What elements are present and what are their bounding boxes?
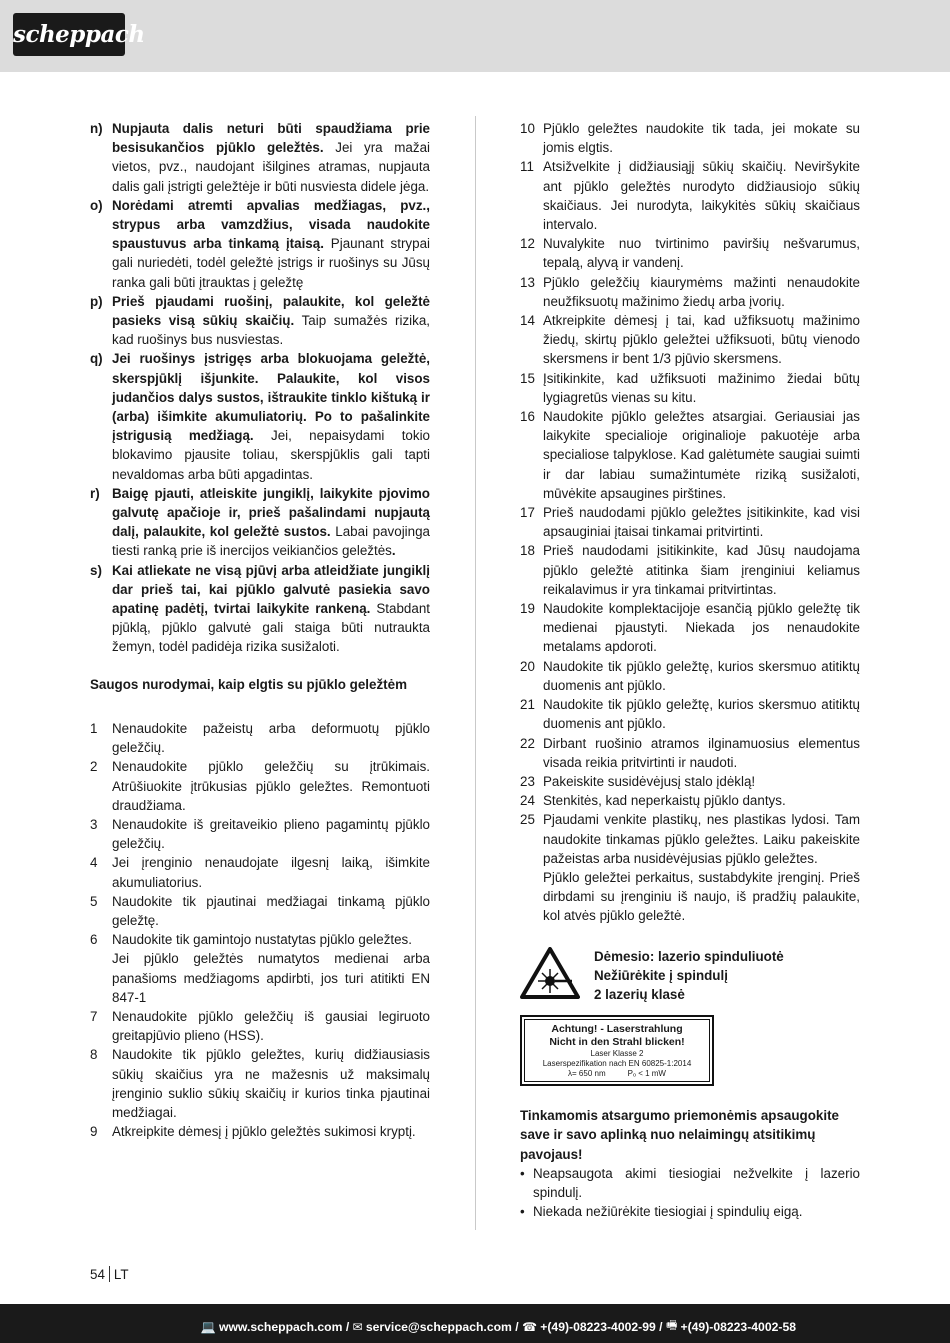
page-language: LT	[113, 1266, 129, 1282]
numbered-item	[520, 791, 860, 810]
item-normal-text: Stabdant pjūklą, pjūklo galvutė gali staiga būti nutraukta žemyn, todėl padidėja rizika susižaloti.	[112, 601, 430, 655]
numbered-item	[520, 695, 860, 733]
item-main-text: Naudokite tik pjūklo geležtę, kurios skersmuo atitiktų duomenis ant pjūklo.	[543, 697, 860, 732]
label-power: Pₒ < 1 mW	[627, 1069, 666, 1079]
numbered-item	[90, 815, 430, 853]
numbered-item	[90, 930, 430, 1007]
item-text	[112, 1122, 430, 1141]
footer-email[interactable]: service@scheppach.com	[365, 1319, 512, 1334]
item-main-text: Stenkitės, kad neperkaistų pjūklo dantys.	[543, 793, 786, 809]
item-number: 12	[520, 236, 535, 252]
item-label: p)	[90, 293, 103, 309]
item-main-text: Naudokite tik pjūklo geležtę, kurios skersmuo atitiktų duomenis ant pjūklo.	[543, 658, 860, 693]
item-number: 24	[520, 793, 535, 809]
item-normal-text: Jei yra mažai vietos, pvz., naudojant išilgines atramas, nupjauta dalis gali įstrigti geležtėje ir būti nusviesta didele jėga.	[112, 140, 430, 194]
item-text	[112, 892, 430, 930]
item-text	[543, 541, 860, 599]
item-number: 16	[520, 409, 535, 425]
numbered-item	[520, 311, 860, 369]
item-text	[112, 1007, 430, 1045]
item-number: 23	[520, 773, 535, 789]
item-text	[543, 311, 860, 369]
item-label: q)	[90, 351, 103, 367]
item-text	[112, 815, 430, 853]
footer-web[interactable]: www.scheppach.com	[218, 1319, 343, 1334]
item-text	[112, 292, 430, 350]
item-text	[543, 734, 860, 772]
item-text	[543, 810, 860, 925]
email-icon: ✉	[352, 1319, 363, 1334]
item-number: 1	[90, 720, 98, 736]
lettered-item	[90, 561, 430, 657]
item-main-text: Jei įrenginio nenaudojate ilgesnį laiką, išimkite akumuliatorius.	[112, 855, 430, 890]
page-number-value: 54	[90, 1266, 105, 1282]
warning-line-3: 2 lazerių klasė	[594, 986, 685, 1002]
item-text	[112, 719, 430, 757]
safety-notice: Tinkamomis atsargumo priemonėmis apsaugokite save ir savo aplinką nuo nelaimingų atsitikimų pavojaus!	[520, 1108, 839, 1162]
item-bold-text: Jei ruošinys įstrigęs arba blokuojama geležtė, skerspjūklį išjunkite. Palaukite, kol visos judančios dalys sustos, ištraukite tinklo kištuką ir (arba) išimkite akumuliatorių. Po to pašalinkite įstrigusią medžiagą.	[112, 351, 430, 444]
bullet-item	[520, 1164, 860, 1202]
bullet-dot: •	[520, 1165, 525, 1181]
bullet-list	[520, 1164, 860, 1222]
item-label: n)	[90, 121, 103, 136]
item-number: 17	[520, 505, 535, 521]
label-line-2: Nicht in den Strahl blicken!	[549, 1036, 685, 1049]
item-number: 2	[90, 759, 98, 775]
item-normal-text: Taip sumažės rizika, kad ruošinys bus nusviestas.	[112, 313, 430, 348]
item-text	[543, 407, 860, 503]
item-number: 3	[90, 816, 98, 832]
item-main-text: Pjūklo geležtes naudokite tik tada, jei mokate su jomis elgtis.	[543, 121, 860, 156]
label-line-4: Laserspezifikation nach EN 60825-1:2014	[542, 1059, 692, 1069]
item-main-text: Atkreipkite dėmesį į tai, kad užfiksuotų mažinimo žiedų, skirtų pjūklo geležtei užfiksuoti, būtų vienodo skersmens ir bent 1/3 pjūvio skersmens.	[543, 313, 860, 367]
item-main-text: Naudokite tik pjautinai medžiagai tinkamą pjūklo geležtę.	[112, 893, 430, 928]
numbered-item	[520, 234, 860, 272]
numbered-item	[520, 157, 860, 234]
left-column	[90, 119, 430, 1141]
numbered-item	[520, 657, 860, 695]
item-tail: .	[391, 543, 396, 559]
item-text	[112, 119, 430, 196]
item-bold-text: Prieš pjaudami ruošinį, palaukite, kol geležtė pasieks visą sūkių skaičių.	[112, 293, 430, 329]
item-main-text: Nenaudokite pjūklo geležčių su įtrūkimais. Atrūšiuokite įtrūkusias pjūklo geležtes. Remontuoti draudžiama.	[112, 759, 430, 813]
item-main-text: Prieš naudodami įsitikinkite, kad Jūsų naudojama pjūklo geležtė atitinka šiam įrenginiui keliamus reikalavimus ir yra tinkamai pritvirtintas.	[543, 543, 860, 597]
item-number: 5	[90, 893, 98, 909]
numbered-item	[520, 503, 860, 541]
label-line-1: Achtung! - Laserstrahlung	[551, 1023, 683, 1036]
lettered-item	[90, 349, 430, 483]
item-number: 10	[520, 121, 535, 136]
numbered-item	[90, 1045, 430, 1122]
numbered-item	[520, 599, 860, 657]
item-main-text: Pjaudami venkite plastikų, nes plastikas lydosi. Tam naudokite tinkamas pjūklo geležtes. Laiku pakeiskite pažeistas arba nusidėvėjusias pjūklo geležtes.	[543, 812, 860, 866]
bullet-text: Niekada nežiūrėkite tiesiogiai į spindulių eigą.	[533, 1204, 803, 1220]
numbered-item	[520, 541, 860, 599]
item-bold-text: Baigę pjauti, atleiskite jungiklį, laikykite pjovimo galvutę apačioje ir, prieš pašalindami nupjautą dalį, palaukite, kol geležtė sustos.	[112, 485, 430, 540]
item-text	[543, 157, 860, 234]
item-number: 13	[520, 274, 535, 290]
numbered-item	[520, 772, 860, 791]
item-text	[112, 853, 430, 891]
item-normal-text: Pjaunant strypai gali nuriedėti, todėl geležtė įstrigs ir ruošinys su Jūsų ranka gali būti įtrauktas į geležtę	[112, 236, 430, 290]
column-divider	[475, 116, 476, 1230]
item-number: 11	[520, 159, 534, 175]
fax-icon: 🖷	[665, 1318, 678, 1332]
item-text	[543, 119, 860, 157]
item-main-text: Dirbant ruošinio atramos ilginamuosius elementus visada reikia pritvirtinti ir naudoti.	[543, 735, 860, 770]
item-text	[543, 234, 860, 272]
item-extra-text: Pjūklo geležtei perkaitus, sustabdykite įrenginį. Prieš dirbdami su įrenginiu iš naujo, iš pradžių palaukite, kol atvės pjūklo geležtė.	[543, 869, 860, 924]
item-main-text: Pjūklo geležčių kiaurymėms mažinti nenaudokite neužfiksuotų mažinimo žiedų arba įvorių.	[543, 274, 860, 309]
item-main-text: Atsižvelkite į didžiausiąjį sūkių skaičių. Neviršykite ant pjūklo geležtės nurodyto didžiausiojo sūkių skaičiaus. Jei nurodyta, laikykitės sūkių skaičiaus intervalo.	[543, 159, 860, 233]
numbered-item	[520, 369, 860, 407]
label-wavelength: λ= 650 nm	[568, 1069, 606, 1079]
lettered-item	[90, 292, 430, 350]
footer-fax: +(49)-08223-4002-58	[680, 1319, 796, 1334]
numbered-item	[520, 273, 860, 311]
brand-logo: scheppach	[13, 13, 125, 56]
numbered-list-right	[520, 119, 860, 926]
item-text	[112, 561, 430, 657]
numbered-item	[520, 810, 860, 925]
item-main-text: Nenaudokite pjūklo geležčių iš gausiai legiruoto greitapjūvio plieno (HSS).	[112, 1008, 430, 1044]
item-number: 18	[520, 543, 535, 559]
item-normal-text: Labai pavojinga tiesti ranką prie iš inercijos veikiančios geležtės	[112, 524, 430, 559]
item-label: s)	[90, 562, 102, 578]
item-text	[112, 930, 430, 1007]
item-text	[543, 503, 860, 541]
item-text	[112, 484, 430, 561]
item-number: 8	[90, 1047, 98, 1063]
numbered-item	[520, 119, 860, 157]
item-main-text: Naudokite pjūklo geležtes atsargiai. Geriausiai jas laikykite specialioje originalioje pakuotėje arba specialiose talpyklose. Kad galėtumėte saugiai suimti ir dar labiau sumažintumėte riziką susižaloti, mūvėkite apsaugines pirštines.	[543, 409, 860, 501]
page-separator	[109, 1266, 110, 1282]
phone-icon: ☎	[522, 1319, 538, 1334]
laser-warning-text	[594, 947, 784, 1005]
item-main-text: Pakeiskite susidėvėjusį stalo įdėklą!	[543, 773, 756, 789]
laser-class-label	[520, 1015, 714, 1086]
item-text	[112, 196, 430, 292]
laser-warning-icon	[520, 947, 580, 999]
numbered-item	[520, 407, 860, 503]
numbered-item	[90, 1122, 430, 1141]
item-main-text: Įsitikinkite, kad užfiksuoti mažinimo žiedai būtų lygiagretūs vienas su kitu.	[543, 370, 860, 405]
item-number: 21	[520, 697, 535, 713]
numbered-item	[90, 757, 430, 815]
lettered-item	[90, 196, 430, 292]
item-text	[543, 599, 860, 657]
item-text	[543, 772, 860, 791]
item-main-text: Atkreipkite dėmesį į pjūklo geležtės sukimosi kryptį.	[112, 1124, 416, 1140]
item-text	[112, 757, 430, 815]
right-column	[520, 119, 860, 1221]
item-text	[543, 273, 860, 311]
numbered-list-left	[90, 719, 430, 1141]
item-text	[543, 791, 860, 810]
item-number: 4	[90, 855, 98, 871]
section-title: Saugos nurodymai, kaip elgtis su pjūklo geležtėm	[90, 676, 407, 692]
item-main-text: Nenaudokite iš greitaveikio plieno pagamintų pjūklo geležčių.	[112, 816, 430, 852]
lettered-item	[90, 484, 430, 561]
numbered-item	[90, 719, 430, 757]
item-normal-text: Jei, nepaisydami tokio blokavimo pjausite toliau, skerspjūklis gali tapti nevaldomas arba būti apgadintas.	[112, 428, 431, 482]
numbered-item	[90, 853, 430, 891]
numbered-item	[90, 892, 430, 930]
item-number: 7	[90, 1008, 98, 1024]
item-main-text: Nuvalykite nuo tvirtinimo paviršių nešvarumus, tepalą, alyvą ir vandenį.	[543, 236, 860, 271]
bullet-text: Neapsaugota akimi tiesiogiai nežvelkite į lazerio spindulį.	[533, 1165, 860, 1200]
item-bold-text: Nupjauta dalis neturi būti spaudžiama prie besisukančios pjūklo geležtės.	[112, 121, 430, 156]
item-text	[543, 695, 860, 733]
item-text	[112, 1045, 430, 1122]
item-main-text: Naudokite tik pjūklo geležtes, kurių didžiausiasis sūkių skaičius yra ne mažesnis už maksimalų įrenginio suklio sūkių skaičių ir kurios tinka pjautinai medžiagai.	[112, 1047, 430, 1120]
item-number: 25	[520, 812, 535, 828]
item-number: 6	[90, 932, 98, 948]
warning-line-2: Nežiūrėkite į spindulį	[594, 967, 728, 983]
item-main-text: Naudokite komplektacijoje esančią pjūklo geležtę tik medienai pjaustyti. Niekada jos nenaudokite metalams apdoroti.	[543, 601, 860, 655]
item-bold-text: Norėdami atremti apvalias medžiagas, pvz., strypus arba vamzdžius, visada naudokite spaustuvus arba tinkamą įtaisą.	[112, 197, 430, 252]
bullet-item	[520, 1202, 860, 1221]
item-text	[543, 657, 860, 695]
label-line-3: Laser Klasse 2	[590, 1049, 644, 1059]
item-number: 15	[520, 370, 535, 386]
item-main-text: Prieš naudodami pjūklo geležtes įsitikinkite, kad visi apsauginiai įtaisai tinkamai pritvirtinti.	[543, 505, 860, 540]
item-label: o)	[90, 197, 103, 213]
item-main-text: Nenaudokite pažeistų arba deformuotų pjūklo geležčių.	[112, 720, 430, 756]
lettered-list	[90, 119, 430, 657]
item-text	[112, 349, 430, 483]
item-number: 19	[520, 601, 535, 617]
bullet-dot: •	[520, 1204, 525, 1220]
item-number: 9	[90, 1124, 98, 1140]
item-main-text: Naudokite tik gamintojo nustatytas pjūklo geležtes.	[112, 932, 412, 948]
item-number: 14	[520, 313, 535, 329]
item-text	[543, 369, 860, 407]
item-bold-text: Kai atliekate ne visą pjūvį arba atleidžiate jungiklį dar prieš tai, kai pjūklo galvutė pasiekia savo apatinę padėtį, tvirtai laikykite rankeną.	[112, 562, 430, 617]
item-label: r)	[90, 485, 100, 501]
item-extra-text: Jei pjūklo geležtės numatytos medienai arba panašioms medžiagoms apdirbti, jos turi atitikti EN 847-1	[112, 951, 430, 1005]
laser-warning	[520, 947, 860, 1005]
numbered-item	[520, 734, 860, 772]
page-footer: 💻 www.scheppach.com / ✉ service@scheppach.com / ☎ +(49)-08223-4002-99 / 🖷 +(49)-08223-4002-58	[0, 1304, 950, 1343]
page-header	[0, 0, 950, 72]
item-number: 22	[520, 735, 535, 751]
numbered-item	[90, 1007, 430, 1045]
page-number	[90, 1266, 129, 1282]
lettered-item	[90, 119, 430, 196]
footer-phone: +(49)-08223-4002-99	[540, 1319, 656, 1334]
warning-line-1: Dėmesio: lazerio spinduliuotė	[594, 948, 784, 964]
computer-icon: 💻	[200, 1319, 216, 1334]
item-number: 20	[520, 658, 535, 674]
